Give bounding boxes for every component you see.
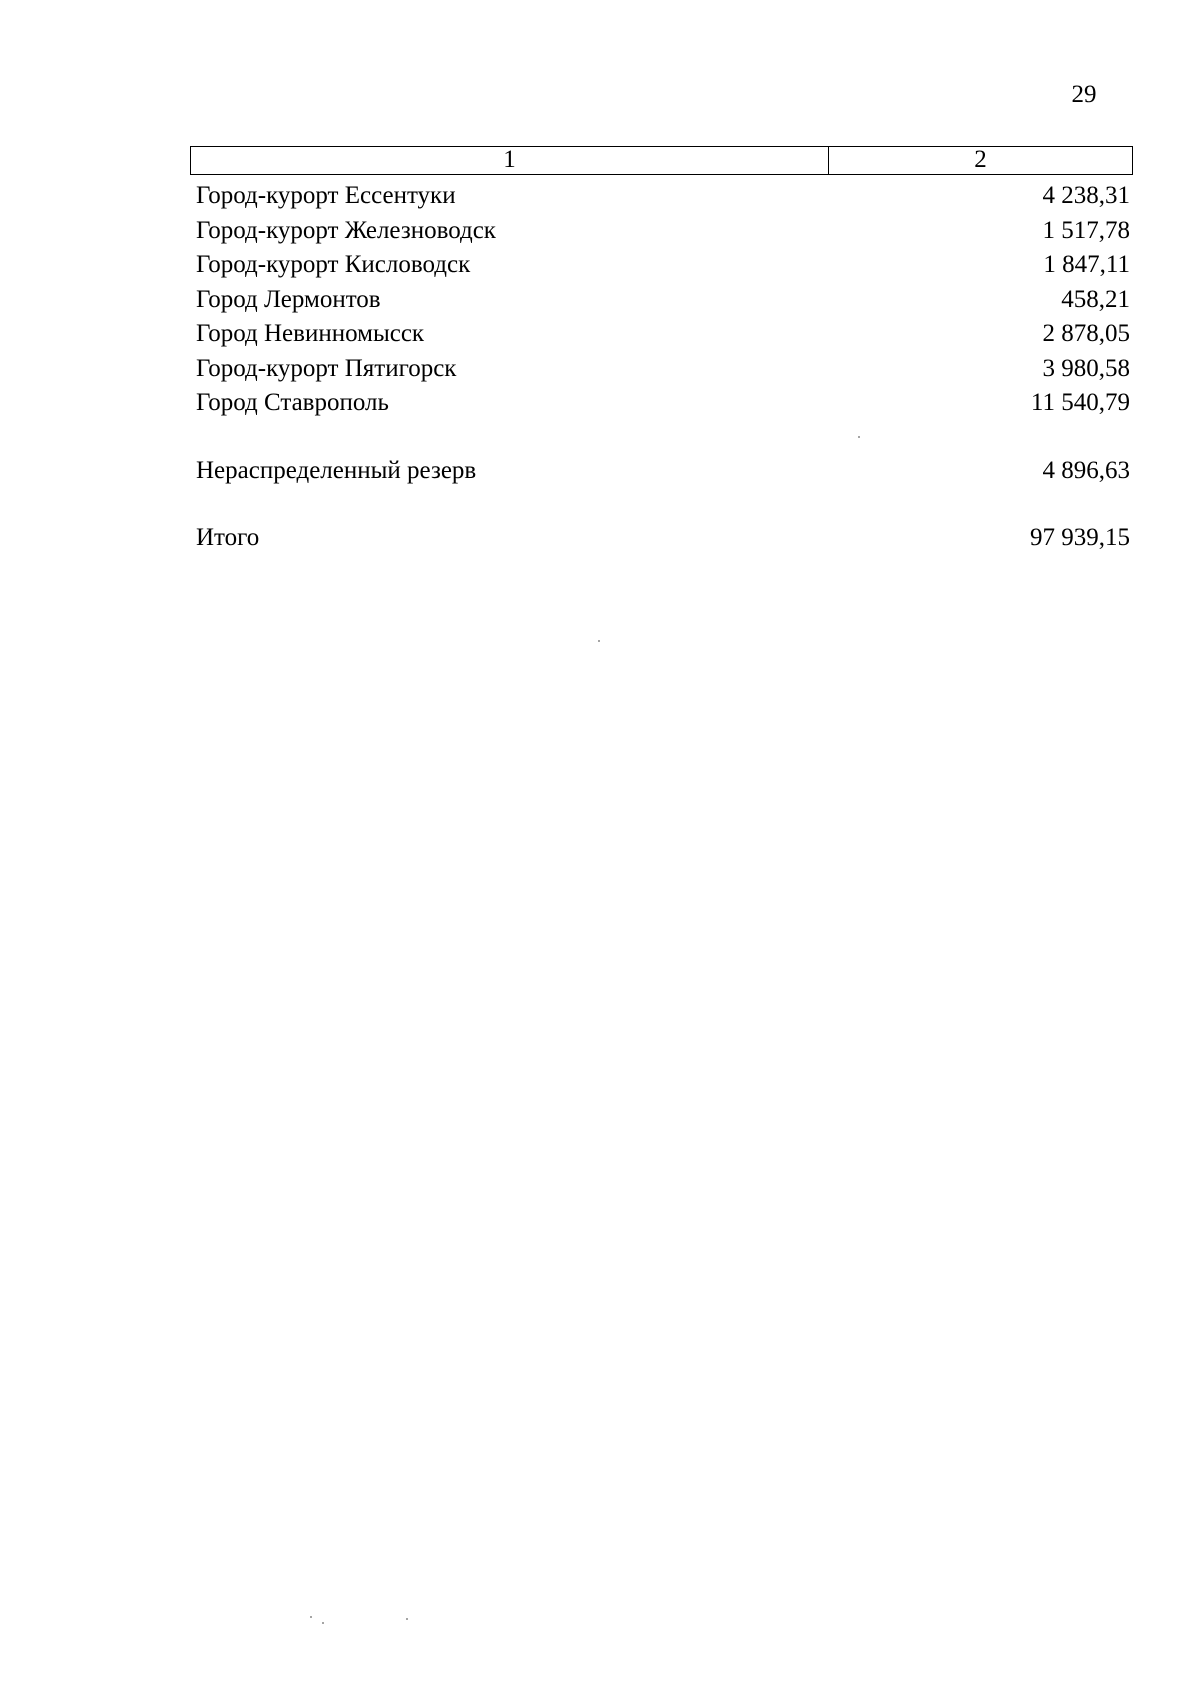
row-name: Город Лермонтов [196,285,381,313]
header-cell-col1: 1 [191,147,829,174]
row-value: 4 238,31 [1042,182,1130,209]
reserve-value: 4 896,63 [1042,456,1130,484]
row-name: Город Невинномысск [196,320,425,347]
total-label: Итого [196,524,260,551]
page-number: 29 [1071,81,1097,108]
table-row [196,214,1130,249]
row-value: 3 980,58 [1042,354,1130,382]
row-name: Город-курорт Кисловодск [196,251,471,278]
scan-speck [858,436,860,438]
row-value: 1 847,11 [1043,251,1130,278]
table-header [190,146,1133,175]
table-row [196,179,1130,214]
row-name: Город-курорт Ессентуки [196,182,456,209]
table-body [196,179,1130,556]
scan-speck [406,1618,408,1620]
row-value: 2 878,05 [1042,320,1130,347]
row-value: 1 517,78 [1042,216,1130,244]
header-cell-col2: 2 [974,146,987,173]
row-name: Город-курорт Пятигорск [196,354,457,382]
scan-speck [598,640,600,642]
row-name: Город-курорт Железноводск [196,216,496,244]
row-value: 11 540,79 [1030,389,1130,416]
scan-speck [310,1616,312,1618]
scan-speck [322,1622,324,1624]
row-name: Город Ставрополь [196,389,389,416]
table-row [196,283,1130,318]
table-row [196,352,1130,387]
reserve-label: Нераспределенный резерв [196,456,477,484]
table-row [196,317,1130,352]
table-row [196,248,1130,283]
row-value: 458,21 [1061,285,1130,313]
table-row [196,386,1130,421]
total-row [196,521,1130,556]
reserve-row [196,454,1130,489]
total-value: 97 939,15 [1030,524,1130,551]
